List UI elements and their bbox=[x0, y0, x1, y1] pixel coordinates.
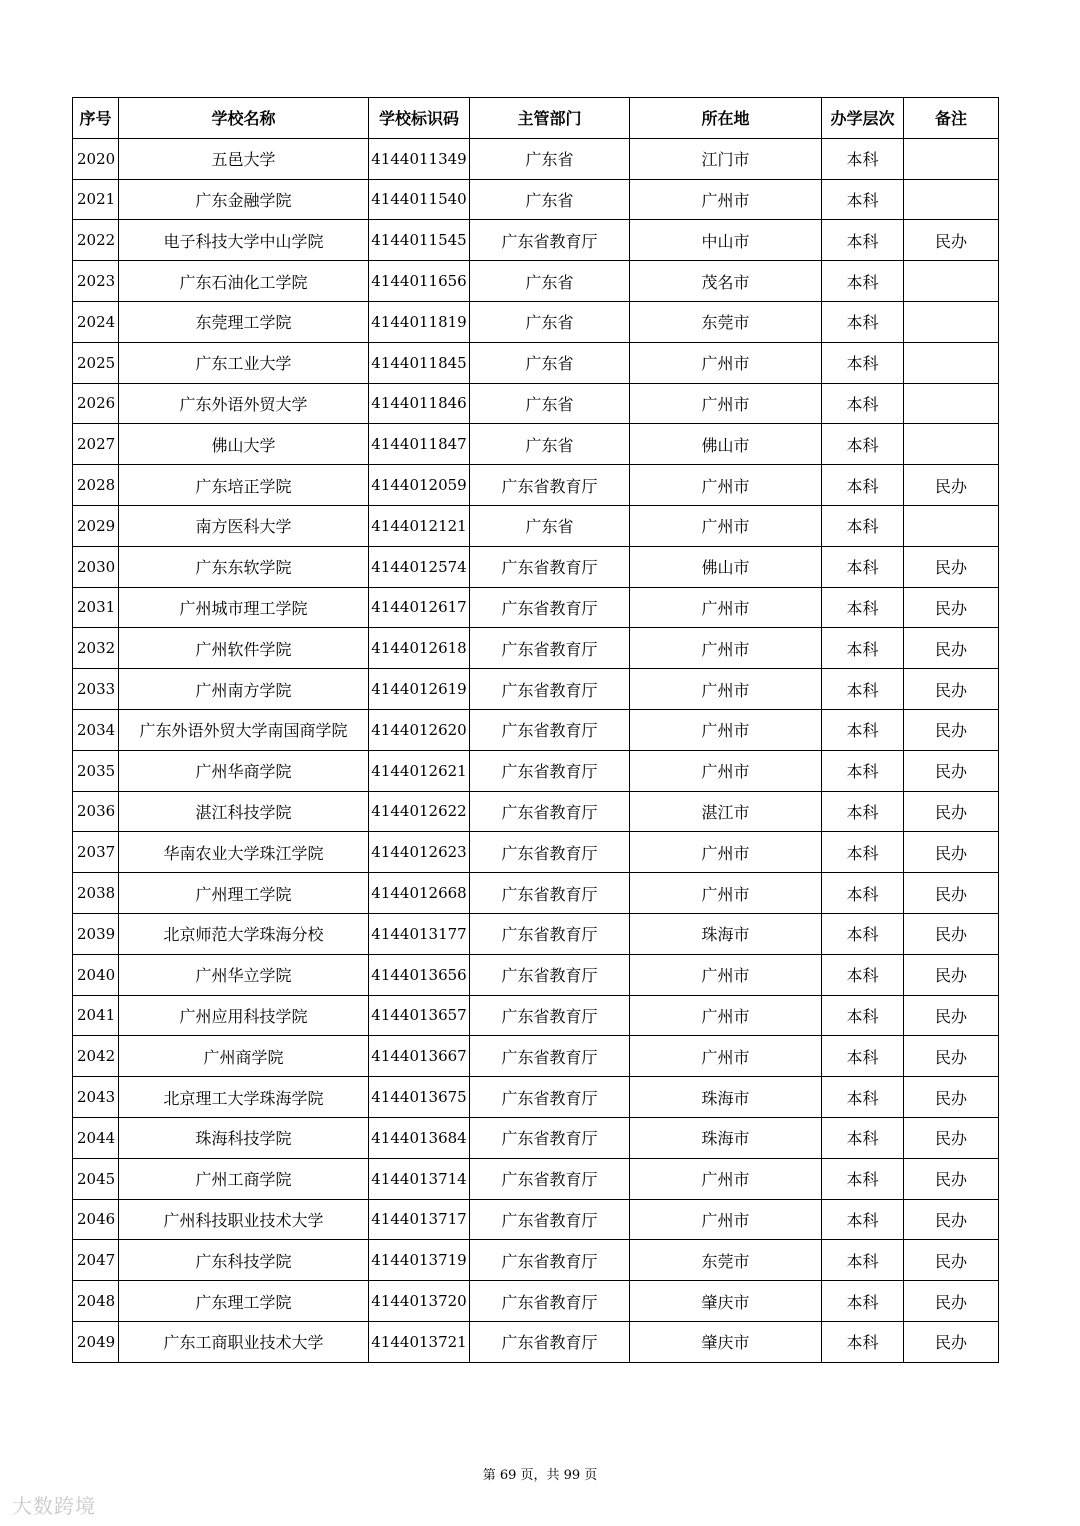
authority-cell: 广东省教育厅 bbox=[470, 709, 630, 750]
authority-cell: 广东省教育厅 bbox=[470, 628, 630, 669]
authority-cell: 广东省 bbox=[470, 138, 630, 179]
location-cell: 湛江市 bbox=[630, 791, 822, 832]
school-code-cell: 4144012623 bbox=[369, 832, 470, 873]
level-cell: 本科 bbox=[822, 709, 904, 750]
table-row bbox=[73, 505, 999, 546]
table-row bbox=[73, 1281, 999, 1322]
location-cell: 佛山市 bbox=[630, 546, 822, 587]
table-row bbox=[73, 832, 999, 873]
school-code-cell: 4144012121 bbox=[369, 505, 470, 546]
school-name-cell: 广东工业大学 bbox=[119, 342, 369, 383]
index-cell: 2023 bbox=[73, 261, 119, 302]
school-code-cell: 4144011545 bbox=[369, 220, 470, 261]
authority-cell: 广东省教育厅 bbox=[470, 1240, 630, 1281]
location-cell: 广州市 bbox=[630, 1158, 822, 1199]
authority-cell: 广东省教育厅 bbox=[470, 587, 630, 628]
school-name-cell: 广东外语外贸大学南国商学院 bbox=[119, 709, 369, 750]
level-cell: 本科 bbox=[822, 791, 904, 832]
index-cell: 2047 bbox=[73, 1240, 119, 1281]
remark-cell bbox=[904, 138, 999, 179]
school-name-cell: 广东石油化工学院 bbox=[119, 261, 369, 302]
location-cell: 广州市 bbox=[630, 342, 822, 383]
index-cell: 2046 bbox=[73, 1199, 119, 1240]
level-cell: 本科 bbox=[822, 750, 904, 791]
table-row bbox=[73, 220, 999, 261]
level-cell: 本科 bbox=[822, 138, 904, 179]
school-code-cell: 4144012618 bbox=[369, 628, 470, 669]
school-code-cell: 4144013721 bbox=[369, 1321, 470, 1362]
level-cell: 本科 bbox=[822, 1077, 904, 1118]
table-row bbox=[73, 1199, 999, 1240]
authority-cell: 广东省 bbox=[470, 261, 630, 302]
index-cell: 2039 bbox=[73, 913, 119, 954]
authority-cell: 广东省教育厅 bbox=[470, 791, 630, 832]
index-cell: 2020 bbox=[73, 138, 119, 179]
school-name-cell: 广东东软学院 bbox=[119, 546, 369, 587]
school-code-cell: 4144011540 bbox=[369, 179, 470, 220]
index-cell: 2040 bbox=[73, 954, 119, 995]
level-cell: 本科 bbox=[822, 995, 904, 1036]
school-code-cell: 4144013717 bbox=[369, 1199, 470, 1240]
school-name-cell: 广东工商职业技术大学 bbox=[119, 1321, 369, 1362]
school-name-cell: 广州南方学院 bbox=[119, 669, 369, 710]
level-cell: 本科 bbox=[822, 1117, 904, 1158]
location-cell: 茂名市 bbox=[630, 261, 822, 302]
level-cell: 本科 bbox=[822, 1199, 904, 1240]
remark-cell: 民办 bbox=[904, 1158, 999, 1199]
table-row bbox=[73, 709, 999, 750]
index-cell: 2026 bbox=[73, 383, 119, 424]
level-cell: 本科 bbox=[822, 424, 904, 465]
location-cell: 广州市 bbox=[630, 669, 822, 710]
school-code-cell: 4144011349 bbox=[369, 138, 470, 179]
level-cell: 本科 bbox=[822, 465, 904, 506]
remark-cell: 民办 bbox=[904, 954, 999, 995]
table-row bbox=[73, 465, 999, 506]
table-row bbox=[73, 995, 999, 1036]
school-name-cell: 广州华立学院 bbox=[119, 954, 369, 995]
index-cell: 2041 bbox=[73, 995, 119, 1036]
remark-cell bbox=[904, 424, 999, 465]
school-code-cell: 4144013667 bbox=[369, 1036, 470, 1077]
index-cell: 2029 bbox=[73, 505, 119, 546]
authority-cell: 广东省教育厅 bbox=[470, 954, 630, 995]
table-row bbox=[73, 628, 999, 669]
remark-cell: 民办 bbox=[904, 1240, 999, 1281]
table-row bbox=[73, 1158, 999, 1199]
school-code-cell: 4144011847 bbox=[369, 424, 470, 465]
index-cell: 2031 bbox=[73, 587, 119, 628]
index-cell: 2024 bbox=[73, 301, 119, 342]
table-row bbox=[73, 342, 999, 383]
remark-cell: 民办 bbox=[904, 873, 999, 914]
level-cell: 本科 bbox=[822, 628, 904, 669]
school-name-cell: 五邑大学 bbox=[119, 138, 369, 179]
location-cell: 广州市 bbox=[630, 587, 822, 628]
remark-cell: 民办 bbox=[904, 1036, 999, 1077]
index-cell: 2035 bbox=[73, 750, 119, 791]
remark-cell bbox=[904, 505, 999, 546]
level-cell: 本科 bbox=[822, 832, 904, 873]
remark-cell: 民办 bbox=[904, 546, 999, 587]
school-name-cell: 湛江科技学院 bbox=[119, 791, 369, 832]
authority-cell: 广东省教育厅 bbox=[470, 995, 630, 1036]
location-cell: 广州市 bbox=[630, 383, 822, 424]
school-code-cell: 4144013714 bbox=[369, 1158, 470, 1199]
school-code-cell: 4144013177 bbox=[369, 913, 470, 954]
location-cell: 珠海市 bbox=[630, 913, 822, 954]
remark-cell bbox=[904, 383, 999, 424]
location-cell: 珠海市 bbox=[630, 1117, 822, 1158]
header-col-remark: 备注 bbox=[904, 98, 999, 139]
remark-cell: 民办 bbox=[904, 587, 999, 628]
remark-cell bbox=[904, 342, 999, 383]
index-cell: 2033 bbox=[73, 669, 119, 710]
school-name-cell: 广州工商学院 bbox=[119, 1158, 369, 1199]
authority-cell: 广东省教育厅 bbox=[470, 669, 630, 710]
school-code-cell: 4144011845 bbox=[369, 342, 470, 383]
table-row bbox=[73, 383, 999, 424]
school-code-cell: 4144013656 bbox=[369, 954, 470, 995]
table-row bbox=[73, 138, 999, 179]
table-row bbox=[73, 1036, 999, 1077]
authority-cell: 广东省教育厅 bbox=[470, 220, 630, 261]
header-col-index: 序号 bbox=[73, 98, 119, 139]
level-cell: 本科 bbox=[822, 913, 904, 954]
authority-cell: 广东省教育厅 bbox=[470, 1281, 630, 1322]
school-name-cell: 北京理工大学珠海学院 bbox=[119, 1077, 369, 1118]
remark-cell: 民办 bbox=[904, 1281, 999, 1322]
authority-cell: 广东省教育厅 bbox=[470, 1158, 630, 1199]
location-cell: 广州市 bbox=[630, 750, 822, 791]
remark-cell: 民办 bbox=[904, 220, 999, 261]
authority-cell: 广东省 bbox=[470, 342, 630, 383]
remark-cell: 民办 bbox=[904, 1077, 999, 1118]
table-row bbox=[73, 791, 999, 832]
level-cell: 本科 bbox=[822, 1036, 904, 1077]
location-cell: 佛山市 bbox=[630, 424, 822, 465]
index-cell: 2045 bbox=[73, 1158, 119, 1199]
level-cell: 本科 bbox=[822, 301, 904, 342]
location-cell: 广州市 bbox=[630, 954, 822, 995]
index-cell: 2025 bbox=[73, 342, 119, 383]
header-col-level: 办学层次 bbox=[822, 98, 904, 139]
school-code-cell: 4144012621 bbox=[369, 750, 470, 791]
remark-cell: 民办 bbox=[904, 669, 999, 710]
location-cell: 广州市 bbox=[630, 179, 822, 220]
location-cell: 广州市 bbox=[630, 873, 822, 914]
level-cell: 本科 bbox=[822, 954, 904, 995]
remark-cell bbox=[904, 179, 999, 220]
remark-cell: 民办 bbox=[904, 1321, 999, 1362]
table-header-row bbox=[73, 98, 999, 139]
location-cell: 广州市 bbox=[630, 505, 822, 546]
index-cell: 2048 bbox=[73, 1281, 119, 1322]
school-code-cell: 4144013684 bbox=[369, 1117, 470, 1158]
level-cell: 本科 bbox=[822, 587, 904, 628]
header-col-school-code: 学校标识码 bbox=[369, 98, 470, 139]
index-cell: 2036 bbox=[73, 791, 119, 832]
school-name-cell: 广东理工学院 bbox=[119, 1281, 369, 1322]
level-cell: 本科 bbox=[822, 383, 904, 424]
authority-cell: 广东省 bbox=[470, 424, 630, 465]
header-col-location: 所在地 bbox=[630, 98, 822, 139]
remark-cell: 民办 bbox=[904, 791, 999, 832]
authority-cell: 广东省 bbox=[470, 179, 630, 220]
level-cell: 本科 bbox=[822, 546, 904, 587]
index-cell: 2049 bbox=[73, 1321, 119, 1362]
table-row bbox=[73, 913, 999, 954]
school-code-cell: 4144011656 bbox=[369, 261, 470, 302]
table-row bbox=[73, 1117, 999, 1158]
remark-cell: 民办 bbox=[904, 750, 999, 791]
school-name-cell: 珠海科技学院 bbox=[119, 1117, 369, 1158]
location-cell: 东莞市 bbox=[630, 301, 822, 342]
authority-cell: 广东省教育厅 bbox=[470, 1199, 630, 1240]
authority-cell: 广东省教育厅 bbox=[470, 1077, 630, 1118]
school-name-cell: 广东科技学院 bbox=[119, 1240, 369, 1281]
level-cell: 本科 bbox=[822, 1281, 904, 1322]
index-cell: 2032 bbox=[73, 628, 119, 669]
index-cell: 2030 bbox=[73, 546, 119, 587]
level-cell: 本科 bbox=[822, 1321, 904, 1362]
level-cell: 本科 bbox=[822, 1158, 904, 1199]
table-row bbox=[73, 546, 999, 587]
remark-cell: 民办 bbox=[904, 628, 999, 669]
school-name-cell: 广州华商学院 bbox=[119, 750, 369, 791]
authority-cell: 广东省教育厅 bbox=[470, 1036, 630, 1077]
table-row bbox=[73, 424, 999, 465]
school-code-cell: 4144011819 bbox=[369, 301, 470, 342]
table-row bbox=[73, 1321, 999, 1362]
location-cell: 东莞市 bbox=[630, 1240, 822, 1281]
table-row bbox=[73, 301, 999, 342]
school-name-cell: 北京师范大学珠海分校 bbox=[119, 913, 369, 954]
location-cell: 广州市 bbox=[630, 465, 822, 506]
school-code-cell: 4144012622 bbox=[369, 791, 470, 832]
page-number: 第 69 页，共 99 页 bbox=[482, 1468, 598, 1483]
index-cell: 2042 bbox=[73, 1036, 119, 1077]
table-body bbox=[73, 138, 999, 1362]
header-col-school-name: 学校名称 bbox=[119, 98, 369, 139]
level-cell: 本科 bbox=[822, 342, 904, 383]
header-col-authority: 主管部门 bbox=[470, 98, 630, 139]
school-name-cell: 佛山大学 bbox=[119, 424, 369, 465]
location-cell: 广州市 bbox=[630, 995, 822, 1036]
school-code-cell: 4144012620 bbox=[369, 709, 470, 750]
authority-cell: 广东省教育厅 bbox=[470, 832, 630, 873]
location-cell: 中山市 bbox=[630, 220, 822, 261]
location-cell: 肇庆市 bbox=[630, 1281, 822, 1322]
school-code-cell: 4144012059 bbox=[369, 465, 470, 506]
location-cell: 广州市 bbox=[630, 832, 822, 873]
school-name-cell: 广东培正学院 bbox=[119, 465, 369, 506]
school-name-cell: 华南农业大学珠江学院 bbox=[119, 832, 369, 873]
level-cell: 本科 bbox=[822, 179, 904, 220]
school-code-cell: 4144013657 bbox=[369, 995, 470, 1036]
table-row bbox=[73, 179, 999, 220]
school-code-cell: 4144012668 bbox=[369, 873, 470, 914]
authority-cell: 广东省 bbox=[470, 301, 630, 342]
school-code-cell: 4144013675 bbox=[369, 1077, 470, 1118]
school-name-cell: 南方医科大学 bbox=[119, 505, 369, 546]
table-row bbox=[73, 669, 999, 710]
table-row bbox=[73, 261, 999, 302]
index-cell: 2044 bbox=[73, 1117, 119, 1158]
location-cell: 肇庆市 bbox=[630, 1321, 822, 1362]
school-name-cell: 广东外语外贸大学 bbox=[119, 383, 369, 424]
remark-cell: 民办 bbox=[904, 465, 999, 506]
remark-cell: 民办 bbox=[904, 995, 999, 1036]
school-code-cell: 4144013719 bbox=[369, 1240, 470, 1281]
school-name-cell: 广东金融学院 bbox=[119, 179, 369, 220]
level-cell: 本科 bbox=[822, 669, 904, 710]
location-cell: 广州市 bbox=[630, 1199, 822, 1240]
index-cell: 2021 bbox=[73, 179, 119, 220]
index-cell: 2037 bbox=[73, 832, 119, 873]
school-name-cell: 广州理工学院 bbox=[119, 873, 369, 914]
authority-cell: 广东省教育厅 bbox=[470, 546, 630, 587]
school-code-cell: 4144012574 bbox=[369, 546, 470, 587]
school-code-cell: 4144012617 bbox=[369, 587, 470, 628]
authority-cell: 广东省教育厅 bbox=[470, 873, 630, 914]
authority-cell: 广东省教育厅 bbox=[470, 1117, 630, 1158]
remark-cell: 民办 bbox=[904, 709, 999, 750]
table-row bbox=[73, 954, 999, 995]
schools-table bbox=[72, 97, 999, 1363]
location-cell: 江门市 bbox=[630, 138, 822, 179]
index-cell: 2043 bbox=[73, 1077, 119, 1118]
authority-cell: 广东省 bbox=[470, 383, 630, 424]
school-code-cell: 4144012619 bbox=[369, 669, 470, 710]
location-cell: 广州市 bbox=[630, 628, 822, 669]
school-name-cell: 广州科技职业技术大学 bbox=[119, 1199, 369, 1240]
remark-cell bbox=[904, 261, 999, 302]
remark-cell: 民办 bbox=[904, 1199, 999, 1240]
school-code-cell: 4144011846 bbox=[369, 383, 470, 424]
index-cell: 2034 bbox=[73, 709, 119, 750]
school-name-cell: 东莞理工学院 bbox=[119, 301, 369, 342]
level-cell: 本科 bbox=[822, 505, 904, 546]
level-cell: 本科 bbox=[822, 261, 904, 302]
remark-cell bbox=[904, 301, 999, 342]
level-cell: 本科 bbox=[822, 1240, 904, 1281]
location-cell: 广州市 bbox=[630, 1036, 822, 1077]
index-cell: 2038 bbox=[73, 873, 119, 914]
table-row bbox=[73, 587, 999, 628]
school-name-cell: 广州城市理工学院 bbox=[119, 587, 369, 628]
table-row bbox=[73, 1240, 999, 1281]
watermark-logo: 大数跨境 bbox=[12, 1494, 96, 1518]
table-row bbox=[73, 1077, 999, 1118]
authority-cell: 广东省教育厅 bbox=[470, 913, 630, 954]
school-name-cell: 广州商学院 bbox=[119, 1036, 369, 1077]
authority-cell: 广东省教育厅 bbox=[470, 465, 630, 506]
remark-cell: 民办 bbox=[904, 913, 999, 954]
index-cell: 2022 bbox=[73, 220, 119, 261]
level-cell: 本科 bbox=[822, 220, 904, 261]
authority-cell: 广东省教育厅 bbox=[470, 750, 630, 791]
school-name-cell: 广州应用科技学院 bbox=[119, 995, 369, 1036]
index-cell: 2028 bbox=[73, 465, 119, 506]
authority-cell: 广东省 bbox=[470, 505, 630, 546]
table-row bbox=[73, 750, 999, 791]
school-name-cell: 广州软件学院 bbox=[119, 628, 369, 669]
school-code-cell: 4144013720 bbox=[369, 1281, 470, 1322]
authority-cell: 广东省教育厅 bbox=[470, 1321, 630, 1362]
level-cell: 本科 bbox=[822, 873, 904, 914]
table-row bbox=[73, 873, 999, 914]
index-cell: 2027 bbox=[73, 424, 119, 465]
location-cell: 珠海市 bbox=[630, 1077, 822, 1118]
location-cell: 广州市 bbox=[630, 709, 822, 750]
remark-cell: 民办 bbox=[904, 832, 999, 873]
school-name-cell: 电子科技大学中山学院 bbox=[119, 220, 369, 261]
remark-cell: 民办 bbox=[904, 1117, 999, 1158]
